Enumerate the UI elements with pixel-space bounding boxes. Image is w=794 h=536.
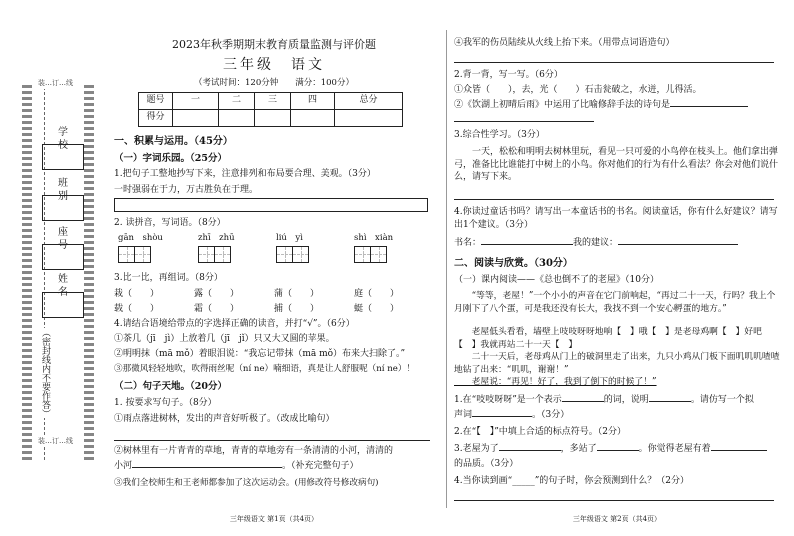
- rq3-part: 3.老屋为了: [454, 444, 499, 454]
- score-input[interactable]: [173, 110, 219, 127]
- question-5: 1. 按要求写句子。（8分）: [114, 398, 217, 408]
- question-5-4: ④我军的伤员陆续从火线上抬下来。（用带点词语造句）: [454, 38, 675, 48]
- section-one-heading: 一、积累与运用。（45分）: [114, 136, 233, 147]
- rq3-part: 。你觉得老屋有着: [638, 444, 711, 454]
- score-cell: 题号: [139, 93, 173, 110]
- fill-blank[interactable]: [597, 450, 639, 451]
- seat-label: 座号: [58, 227, 82, 251]
- compare-item[interactable]: 蜓（ ）: [354, 304, 400, 314]
- subsection-sentences-heading: （二）句子天地。（20分）: [114, 381, 227, 392]
- reading-question-1-cont: [454, 410, 569, 421]
- reading-question-1: [454, 395, 754, 406]
- question-3: 3.比一比，再组词。（8分）: [114, 273, 223, 283]
- pronunciation-item[interactable]: ①茶几（jī jì）上放着几（jī jǐ）只又大又圆的苹果。: [114, 334, 335, 344]
- compare-item[interactable]: 栽（ ）: [114, 289, 160, 299]
- score-cell: 三: [255, 93, 291, 110]
- zigzag-border-right: [84, 82, 94, 460]
- rq1-part: 。（3分）: [532, 410, 570, 420]
- pronunciation-item[interactable]: ③那微风轻轻地吹，吹得雨丝呢（ní ne）喃细语，真是让人舒服呢（ní ne）！: [114, 364, 416, 374]
- question-4: 4.请结合语境给带点的字选择正确的读音，并打“√”。（6分）: [114, 319, 355, 329]
- advice-label: 我的建议：: [573, 238, 619, 248]
- compare-row-2: [114, 304, 434, 315]
- subject-title: 三年级 语文: [223, 57, 325, 73]
- answer-line[interactable]: [454, 62, 774, 63]
- class-field[interactable]: [42, 195, 84, 221]
- class-label: 班别: [58, 178, 82, 202]
- score-value-row: [139, 110, 403, 127]
- question-1: 1.把句子工整地抄写下来，注意排列和布局要合理、美观。（3分）: [114, 169, 376, 179]
- question-8: 4.你读过童话书吗？请写出一本童话书的书名。阅读童话，你有什么好建议？请写出1个建议。（3分）: [454, 207, 778, 230]
- binding-top-tag: 装…订…线: [38, 79, 73, 87]
- compare-item[interactable]: 露（ ）: [194, 289, 240, 299]
- fill-blank[interactable]: [562, 401, 604, 402]
- answer-line[interactable]: [454, 500, 774, 501]
- section-two-heading: 二、阅读与欣赏。（30分）: [454, 258, 573, 269]
- zigzag-border-left: [22, 82, 32, 460]
- pinyin-item: [118, 233, 163, 263]
- score-cell: 总分: [335, 93, 403, 110]
- passage-paragraph: “等等，老屋！”一个小小的声音在它门前响起，“再过二十一天，行吗？我上个月刚下了八个蛋，可是我还没有长大，我找不到一个安心孵蛋的地方。”: [454, 291, 776, 314]
- book-name-label: 书名：: [454, 238, 482, 248]
- exam-meta: （考试时间：120分钟 满分：100分）: [194, 78, 354, 88]
- question-2: 2. 读拼音，写词语。（8分）: [114, 218, 226, 228]
- question-6-2-text: ②《饮湖上初晴后雨》中运用了比喻修辞手法的诗句是: [454, 100, 671, 110]
- rq1-part: 。请仿写一个拟: [690, 395, 754, 405]
- page-one: [114, 0, 434, 536]
- question-5-2-suffix: 。（补充完整句子）: [282, 461, 359, 471]
- passage-paragraph: 老屋低头看看，墙壁上吱吱呀呀地响【 】哦【 】是老母鸡啊【 】好吧【 】我就再站二十一天【 】: [454, 327, 762, 350]
- pinyin-item: [276, 233, 308, 263]
- question-8-answer: [454, 238, 738, 249]
- copy-sentence-box[interactable]: [114, 198, 428, 212]
- writing-grid[interactable]: [198, 246, 235, 263]
- fill-blank[interactable]: [711, 450, 767, 451]
- answer-line[interactable]: [454, 199, 774, 200]
- compare-item[interactable]: 蒲（ ）: [274, 289, 320, 299]
- score-header-row: [139, 93, 403, 110]
- score-cell: 四: [291, 93, 335, 110]
- writing-grid[interactable]: [118, 246, 163, 263]
- fill-blank[interactable]: [472, 416, 532, 417]
- pinyin-item: [198, 233, 235, 263]
- fill-blank[interactable]: [649, 401, 691, 402]
- reading-question-2: 2.在“【 】”中填上合适的标点符号。（2分）: [454, 427, 627, 437]
- question-5-1: ①雨点落进树林，发出的声音好听极了。（改成比喻句）: [114, 414, 335, 424]
- fill-blank[interactable]: [132, 467, 282, 468]
- pinyin-item: [354, 233, 393, 263]
- question-5-2: ②树林里有一片青青的草地，青青的草地旁有一条清清的小河，清清的: [114, 446, 394, 456]
- question-5-3: ③我们全校师生和王老师都参加了这次运动会。(用修改符号修改病句): [114, 478, 379, 488]
- rq1-part: 声词: [454, 410, 473, 420]
- fill-blank[interactable]: [499, 450, 561, 451]
- score-input[interactable]: [255, 110, 291, 127]
- passage-underlined-sentence: 老屋说：“再见！好了，我到了倒下的时候了！”: [454, 377, 657, 387]
- reading-question-3-cont: 的品质。（3分）: [454, 459, 519, 469]
- score-cell: 得分: [139, 110, 173, 127]
- advice-field[interactable]: [618, 244, 738, 245]
- question-6-2: [454, 100, 748, 111]
- binding-bottom-tag: 装…订…线: [38, 437, 73, 445]
- pinyin-text: zhī zhū: [198, 233, 235, 243]
- question-7-text: 一天，松松和明明去树林里玩，看见一只可爱的小鸟停在枝头上。他们拿出弹弓，准备比比谁能打中树上的小鸟。你对他们的行为有什么看法？你会对他们说什么，请写下来。: [454, 147, 779, 183]
- question-5-2-prefix: 小河: [114, 461, 133, 471]
- answer-line[interactable]: [114, 440, 430, 441]
- page-footer-1: 三年级语文 第1页（共4页）: [229, 515, 319, 523]
- seal-notice: （密封线内不要作答）: [40, 328, 50, 418]
- compare-item[interactable]: 霜（ ）: [194, 304, 240, 314]
- rq3-part: ，多站了: [560, 444, 597, 454]
- question-6-1[interactable]: ①众皆（ ），去，光（ ）石击瓮破之，水迸，儿得活。: [454, 85, 702, 95]
- score-input[interactable]: [219, 110, 255, 127]
- pronunciation-item[interactable]: ②明明抹（mā mǒ）着眼泪说：“我忘记带抹（mā mǒ）布来大扫除了。”: [114, 349, 406, 359]
- exam-title: 2023年秋季期期末教育质量监测与评价题: [172, 38, 376, 51]
- score-input[interactable]: [291, 110, 335, 127]
- compare-item[interactable]: 庭（ ）: [354, 289, 400, 299]
- subsection-words-heading: （一）字词乐园。（25分）: [114, 153, 227, 164]
- name-label: 姓名: [58, 274, 82, 298]
- pinyin-text: shì xiàn: [354, 233, 394, 243]
- answer-line[interactable]: [454, 121, 594, 122]
- reading-intro: （一）课内阅读——《总也倒不了的老屋》（10分）: [454, 275, 659, 285]
- page-divider: [446, 30, 447, 508]
- question-6: 2.背一背，写一写。（6分）: [454, 70, 563, 80]
- score-cell: 一: [173, 93, 219, 110]
- score-input[interactable]: [335, 110, 403, 127]
- page-footer-2: 三年级语文 第2页（共4页）: [572, 515, 662, 523]
- question-1-text: 一时强弱在于力，万古胜负在于理。: [114, 185, 259, 195]
- pinyin-text: liú yì: [276, 233, 303, 243]
- reading-question-3: [454, 444, 767, 455]
- school-field[interactable]: [42, 144, 84, 170]
- fill-blank[interactable]: [670, 106, 748, 107]
- page-two: [454, 0, 780, 536]
- reading-question-4: 4.当你读到画“_____”的句子时，你会预测到什么？（2分）: [454, 476, 690, 486]
- compare-item[interactable]: 载（ ）: [114, 304, 160, 314]
- score-cell: 二: [219, 93, 255, 110]
- question-7: 3.综合性学习。（3分）: [454, 130, 545, 140]
- score-table: [138, 92, 403, 127]
- school-label: 学校: [58, 127, 82, 151]
- compare-row-1: [114, 289, 434, 300]
- writing-grid[interactable]: [354, 246, 393, 263]
- writing-grid[interactable]: [276, 246, 308, 263]
- rq1-part: 1.在“吱吱呀呀”是一个表示: [454, 395, 562, 405]
- pinyin-text: gān shòu: [118, 233, 163, 243]
- book-name-field[interactable]: [481, 244, 573, 245]
- name-field[interactable]: [42, 292, 84, 318]
- question-5-2-cont: [114, 461, 359, 472]
- compare-item[interactable]: 捕（ ）: [274, 304, 320, 314]
- rq1-part: 的词，说明: [603, 395, 649, 405]
- passage-paragraph: 二十一天后，老母鸡从门上的破洞里走了出来，九只小鸡从门板下面叽叽叽喳喳地钻了出来：“叽叽，谢谢！”: [454, 352, 780, 375]
- seat-field[interactable]: [42, 244, 84, 270]
